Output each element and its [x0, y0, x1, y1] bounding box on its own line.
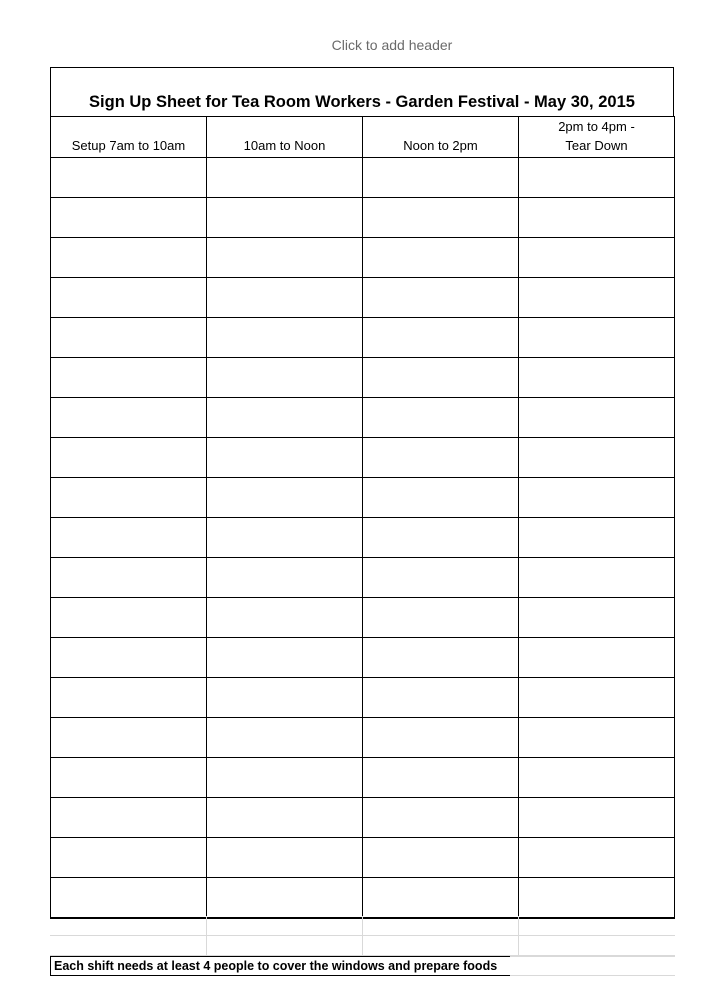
signup-cell[interactable] — [207, 518, 363, 558]
signup-cell[interactable] — [519, 598, 675, 638]
column-header-line1: 2pm to 4pm - — [558, 119, 635, 134]
signup-row — [51, 158, 675, 198]
signup-row — [51, 598, 675, 638]
signup-cell[interactable] — [207, 758, 363, 798]
signup-cell[interactable] — [51, 558, 207, 598]
signup-cell[interactable] — [51, 718, 207, 758]
signup-row — [51, 398, 675, 438]
signup-cell[interactable] — [363, 198, 519, 238]
signup-cell[interactable] — [363, 398, 519, 438]
column-header-line2: Setup 7am to 10am — [71, 138, 186, 153]
signup-cell[interactable] — [363, 158, 519, 198]
signup-cell[interactable] — [363, 478, 519, 518]
signup-cell[interactable] — [519, 638, 675, 678]
signup-cell[interactable] — [519, 278, 675, 318]
signup-cell[interactable] — [51, 838, 207, 878]
signup-cell[interactable] — [519, 718, 675, 758]
signup-cell[interactable] — [519, 558, 675, 598]
signup-cell[interactable] — [519, 238, 675, 278]
signup-cell[interactable] — [207, 278, 363, 318]
signup-cell[interactable] — [207, 718, 363, 758]
signup-row — [51, 718, 675, 758]
column-header-line2: Tear Down — [565, 138, 628, 153]
signup-cell[interactable] — [51, 678, 207, 718]
empty-cell[interactable] — [510, 956, 675, 976]
signup-cell[interactable] — [207, 558, 363, 598]
signup-cell[interactable] — [363, 278, 519, 318]
signup-cell[interactable] — [363, 718, 519, 758]
sheet-title: Sign Up Sheet for Tea Room Workers - Garden Festival - May 30, 2015 — [89, 93, 635, 111]
signup-cell[interactable] — [207, 398, 363, 438]
signup-row — [51, 878, 675, 919]
column-header-setup[interactable] — [51, 117, 207, 158]
signup-cell[interactable] — [363, 558, 519, 598]
signup-cell[interactable] — [207, 478, 363, 518]
signup-cell[interactable] — [51, 598, 207, 638]
signup-cell[interactable] — [51, 278, 207, 318]
signup-row — [51, 238, 675, 278]
column-header-line2: Noon to 2pm — [403, 138, 478, 153]
column-header-noon-2pm[interactable] — [363, 117, 519, 158]
signup-rows — [51, 158, 675, 919]
title-cell[interactable] — [50, 67, 674, 116]
signup-cell[interactable] — [51, 398, 207, 438]
signup-row — [51, 678, 675, 718]
signup-cell[interactable] — [51, 318, 207, 358]
signup-row — [51, 518, 675, 558]
signup-cell[interactable] — [519, 198, 675, 238]
signup-cell[interactable] — [519, 438, 675, 478]
signup-cell[interactable] — [519, 838, 675, 878]
signup-cell[interactable] — [363, 438, 519, 478]
signup-cell[interactable] — [363, 598, 519, 638]
signup-cell[interactable] — [363, 758, 519, 798]
signup-cell[interactable] — [207, 798, 363, 838]
signup-cell[interactable] — [207, 878, 363, 919]
signup-row — [51, 358, 675, 398]
signup-table — [50, 116, 675, 919]
signup-cell[interactable] — [51, 358, 207, 398]
signup-cell[interactable] — [51, 238, 207, 278]
signup-cell[interactable] — [363, 318, 519, 358]
signup-cell[interactable] — [51, 878, 207, 919]
gridline — [518, 916, 519, 956]
signup-cell[interactable] — [363, 238, 519, 278]
signup-row — [51, 318, 675, 358]
signup-cell[interactable] — [207, 638, 363, 678]
signup-cell[interactable] — [51, 798, 207, 838]
signup-cell[interactable] — [51, 478, 207, 518]
signup-cell[interactable] — [519, 518, 675, 558]
signup-cell[interactable] — [363, 798, 519, 838]
column-header-row — [51, 117, 675, 158]
signup-cell[interactable] — [519, 678, 675, 718]
below-grid-area — [50, 916, 675, 976]
signup-cell[interactable] — [519, 158, 675, 198]
signup-cell[interactable] — [519, 478, 675, 518]
signup-cell[interactable] — [363, 358, 519, 398]
signup-cell[interactable] — [207, 198, 363, 238]
signup-cell[interactable] — [51, 158, 207, 198]
signup-cell[interactable] — [363, 838, 519, 878]
header-placeholder[interactable]: Click to add header — [331, 37, 453, 53]
signup-cell[interactable] — [207, 238, 363, 278]
signup-cell[interactable] — [519, 398, 675, 438]
signup-cell[interactable] — [363, 878, 519, 919]
signup-row — [51, 558, 675, 598]
signup-row — [51, 198, 675, 238]
signup-cell[interactable] — [519, 358, 675, 398]
column-header-line2: 10am to Noon — [243, 138, 326, 153]
column-header-10am-noon[interactable] — [207, 117, 363, 158]
signup-cell[interactable] — [519, 318, 675, 358]
signup-cell[interactable] — [207, 678, 363, 718]
signup-cell[interactable] — [51, 758, 207, 798]
signup-cell[interactable] — [207, 838, 363, 878]
signup-cell[interactable] — [51, 638, 207, 678]
signup-cell[interactable] — [207, 438, 363, 478]
signup-cell[interactable] — [207, 158, 363, 198]
signup-cell[interactable] — [51, 198, 207, 238]
signup-cell[interactable] — [207, 598, 363, 638]
signup-cell[interactable] — [519, 878, 675, 919]
signup-cell[interactable] — [207, 318, 363, 358]
signup-row — [51, 438, 675, 478]
signup-row — [51, 478, 675, 518]
signup-row — [51, 838, 675, 878]
signup-cell[interactable] — [51, 518, 207, 558]
signup-cell[interactable] — [363, 518, 519, 558]
signup-cell[interactable] — [363, 638, 519, 678]
column-header-tear-down[interactable] — [519, 117, 675, 158]
footnote-cell[interactable] — [50, 956, 510, 976]
gridline — [206, 916, 207, 956]
gridline — [362, 916, 363, 956]
signup-cell[interactable] — [519, 798, 675, 838]
signup-row — [51, 798, 675, 838]
signup-cell[interactable] — [51, 438, 207, 478]
signup-cell[interactable] — [519, 758, 675, 798]
signup-row — [51, 638, 675, 678]
signup-row — [51, 278, 675, 318]
footnote-text: Each shift needs at least 4 people to cover the windows and prepare foods — [54, 959, 498, 973]
signup-cell[interactable] — [207, 358, 363, 398]
signup-cell[interactable] — [363, 678, 519, 718]
signup-row — [51, 758, 675, 798]
